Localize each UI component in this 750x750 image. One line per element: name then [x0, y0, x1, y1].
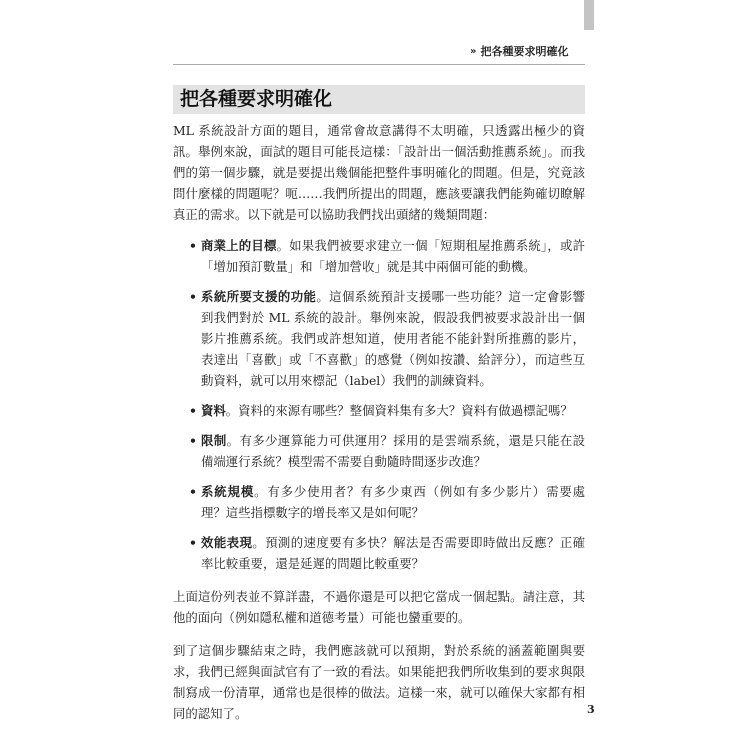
page-number: 3: [587, 703, 595, 716]
list-item-text: 這個系統預計支援哪一些功能？這一定會影響到我們對於 ML 系統的設計。舉例來說，假設我們被要求設計出一個影片推薦系統。我們或許想知道，使用者能不能針對所推薦的影片，表達出「喜歡」或「不喜歡」的感覺（例如按讚、給評分），而這些互動資料，就可以用來標記（label）我們的訓練資料。: [201, 289, 586, 388]
list-item-term: 系統規模: [201, 484, 255, 499]
body-text: [173, 120, 585, 724]
list-item-text: 有多少運算能力可供運用？採用的是雲端系統，還是只能在設備端運行系統？模型需不需要自動隨時間逐步改進？: [201, 433, 586, 469]
section-title: 把各種要求明確化: [180, 88, 333, 110]
double-chevron-icon: »: [470, 45, 477, 57]
list-item-term: 商業上的目標: [201, 238, 277, 253]
list-item-text: 資料的來源有哪些？整個資料集有多大？資料有做過標記嗎？: [238, 403, 573, 418]
list-item: • 系統規模。有多少使用者？有多少東西（例如有多少影片）需要處理？這些指標數字的增長率又是如何呢？: [173, 481, 585, 523]
bullet-icon: •: [189, 403, 197, 418]
summary-paragraph: 上面這份列表並不算詳盡，不過你還是可以把它當成一個起點。請注意，其他的面向（例如隱私權和道德考量）可能也蠻重要的。: [173, 589, 585, 625]
list-item: • 資料。資料的來源有哪些？整個資料集有多大？資料有做過標記嗎？: [173, 400, 585, 421]
list-item-text: 如果我們被要求建立一個「短期租屋推薦系統」，或許「增加預訂數量」和「增加營收」就是其中兩個可能的動機。: [201, 238, 585, 274]
closing-paragraph: 到了這個步驟結束之時，我們應該就可以預期，對於系統的涵蓋範圍與要求，我們已經與面試官有了一致的看法。如果能把我們所收集到的要求與限制寫成一份清單，通常也是很棒的做法。這樣一來，就可以確保大家都有相同的認知了。: [173, 643, 585, 721]
list-item-term: 限制: [201, 433, 227, 448]
question-list: [173, 235, 585, 574]
list-item: • 限制。有多少運算能力可供運用？採用的是雲端系統，還是只能在設備端運行系統？模型需不需要自動隨時間逐步改進？: [173, 430, 585, 472]
list-item-text: 有多少使用者？有多少東西（例如有多少影片）需要處理？這些指標數字的增長率又是如何呢？: [201, 484, 586, 520]
list-item: • 商業上的目標。如果我們被要求建立一個「短期租屋推薦系統」，或許「增加預訂數量」和「增加營收」就是其中兩個可能的動機。: [173, 235, 585, 277]
running-header-title: 把各種要求明確化: [480, 45, 569, 58]
header-divider: [173, 64, 585, 65]
page-edge-tab: [584, 0, 594, 30]
bullet-icon: •: [189, 484, 197, 499]
list-item-text: 預測的速度要有多快？解法是否需要即時做出反應？正確率比較重要，還是延遲的問題比較重要？: [201, 535, 586, 571]
list-item: • 效能表現。預測的速度要有多快？解法是否需要即時做出反應？正確率比較重要，還是延遲的問題比較重要？: [173, 532, 585, 574]
intro-paragraph: ML 系統設計方面的題目，通常會故意講得不太明確，只透露出極少的資訊。舉例來說，面試的題目可能長這樣：「設計出一個活動推薦系統」。而我們的第一個步驟，就是要提出幾個能把整件事明確化的問題。但是，究竟該問什麼樣的問題呢？呃……我們所提出的問題，應該要讓我們能夠確切瞭解真正的需求。以下就是可以協助我們找出頭緒的幾類問題：: [173, 123, 585, 222]
list-item-term: 效能表現: [201, 535, 253, 550]
list-item-term: 資料: [201, 403, 226, 418]
bullet-icon: •: [189, 289, 197, 304]
bullet-icon: •: [189, 535, 197, 550]
running-header: [470, 44, 582, 58]
bullet-icon: •: [189, 238, 197, 253]
list-item: • 系統所要支援的功能。這個系統預計支援哪一些功能？這一定會影響到我們對於 ML 系統的設計。舉例來說，假設我們被要求設計出一個影片推薦系統。我們或許想知道，使用者能不能針對所推薦的影片，表達出「喜歡」或「不喜歡」的感覺（例如按讚、給評分），而這些互動資料，就可以用來標記（label）我們的訓練資料。: [173, 286, 585, 391]
bullet-icon: •: [189, 433, 197, 448]
list-item-term: 系統所要支援的功能: [201, 289, 317, 304]
